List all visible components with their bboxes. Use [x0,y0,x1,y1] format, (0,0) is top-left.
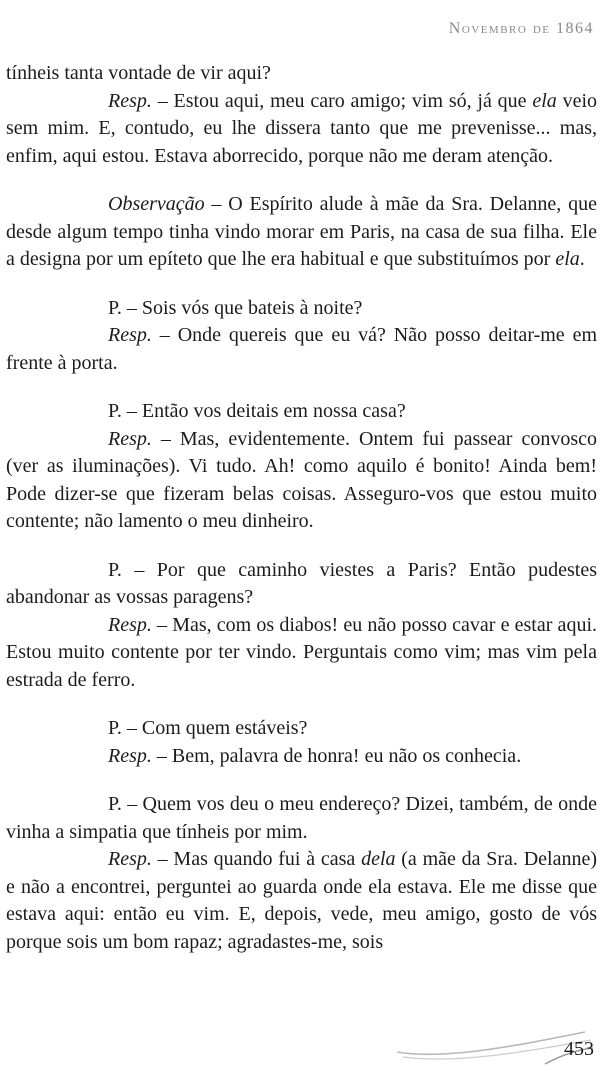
page-body [6,60,597,956]
paragraph-text: – Mas quando fui à casa [151,848,362,870]
paragraph: P. – Com quem estáveis? [108,717,308,739]
emphasis: ela [532,89,557,112]
paragraph-text: – Mas, com os diabos! eu não posso cavar e estar aqui. Estou muito contente por ter vindo. Perguntais como vim; mas vim pela estrada de ferro. [6,613,597,691]
paragraph: P. – Quem vos deu o meu endereço? Dizei, também, de onde vinha a simpatia que tínheis por mim. [6,793,597,843]
paragraph [6,191,597,274]
paragraph-text: – Onde quereis que eu vá? Não posso deitar-me em frente à porta. [6,324,597,374]
paragraph: P. – Por que caminho viestes a Paris? Então pudestes abandonar as vossas paragens? [6,558,597,608]
paragraph-text: – Bem, palavra de honra! eu não os conhecia. [151,744,522,767]
paragraph [6,88,597,171]
paragraph [6,846,597,956]
paragraph-text: – Estou aqui, meu caro amigo; vim só, já que [151,89,533,112]
paragraph [6,743,597,771]
speaker-label: Resp. [108,427,152,450]
speaker-label: Resp. [108,89,152,112]
paragraph [6,612,597,695]
paragraph [6,322,597,377]
note-label: Observação [108,193,205,215]
speaker-label: Resp. [108,613,152,636]
paragraph [6,426,597,536]
paragraph: P. – Sois vós que bateis à noite? [108,296,363,319]
paragraph-text: – Mas, evidentemente. Ontem fui passear convosco (ver as iluminações). Vi tudo. Ah! como aquilo é bonito! Ainda bem! Pode dizer-se que fizeram belas coisas. Asseguro-vos que estou muito contente; não lamento o meu dinheiro. [6,427,597,532]
paragraph: P. – Então vos deitais em nossa casa? [108,400,406,422]
speaker-label: Resp. [108,848,152,870]
speaker-label: Resp. [108,324,152,346]
paragraph-text: veio sem mim. E, contudo, eu lhe dissera tanto que me prevenisse... mas, enfim, aqui estou. Estava aborrecido, porque não me deram atenção. [6,89,598,167]
emphasis: dela [361,848,396,870]
paragraph: tínheis tanta vontade de vir aqui? [6,62,271,84]
paragraph-text: – O Espírito alude à mãe da Sra. Delanne, que desde algum tempo tinha vindo morar em Paris, na casa de sua filha. Ele a designa por um epíteto que lhe era habitual e que substituímos por [6,193,597,270]
page-number: 453 [564,1038,594,1060]
paragraph-text: . [579,248,585,270]
speaker-label: Resp. [108,744,152,767]
paragraph-text: (a mãe da Sra. Delanne) e não a encontrei, perguntei ao guarda onde ela estava. Ele me disse que estava aqui: então eu vim. E, depois, vede, meu amigo, gosto de vós porque sois um bom rapaz; agradastes-me, sois [6,848,597,953]
emphasis: ela [555,248,580,270]
running-header: Novembro de 1864 [448,20,594,37]
